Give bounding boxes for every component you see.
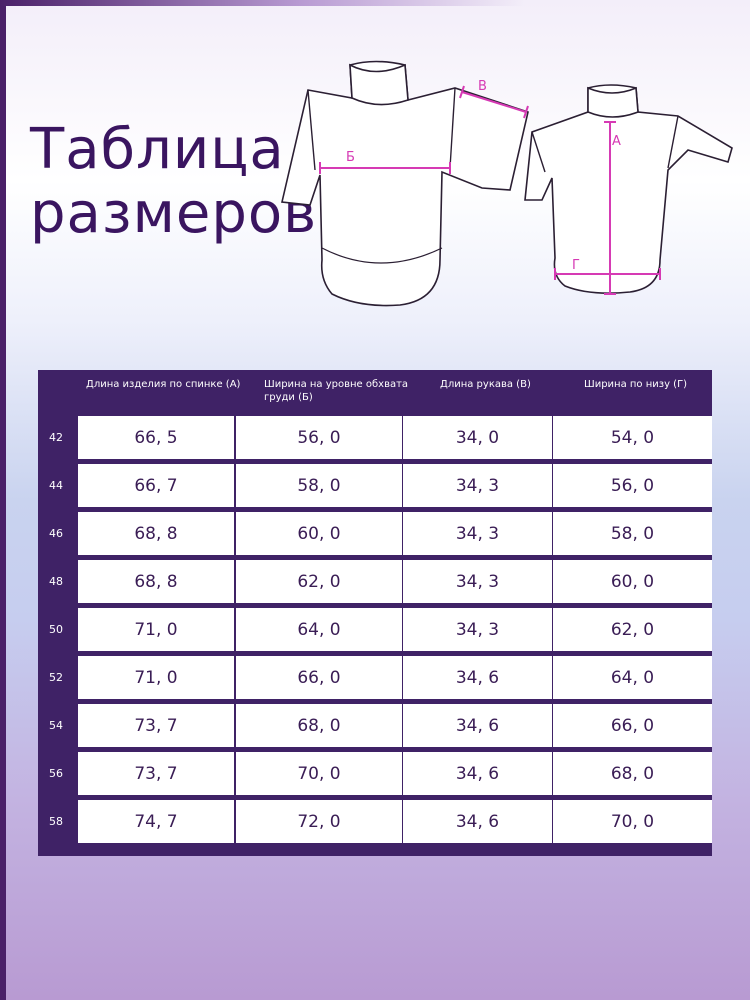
measure-label-g: Г xyxy=(572,258,580,273)
table-cell: 34, 3 xyxy=(403,512,552,555)
table-cell: 62, 0 xyxy=(236,560,402,603)
header-sleeve-length: Длина рукава (В) xyxy=(440,379,531,390)
size-label: 58 xyxy=(49,815,63,828)
table-cell: 68, 8 xyxy=(78,560,234,603)
table-cell: 68, 0 xyxy=(553,752,712,795)
garment-front-drawing xyxy=(282,62,528,306)
table-cell: 34, 3 xyxy=(403,464,552,507)
table-cell: 60, 0 xyxy=(553,560,712,603)
size-label: 42 xyxy=(49,431,63,444)
top-accent-bar xyxy=(0,0,750,6)
table-cell: 56, 0 xyxy=(553,464,712,507)
table-cell: 68, 0 xyxy=(236,704,402,747)
table-cell: 74, 7 xyxy=(78,800,234,843)
table-cell: 73, 7 xyxy=(78,752,234,795)
size-label: 54 xyxy=(49,719,63,732)
table-cell: 58, 0 xyxy=(553,512,712,555)
table-header xyxy=(38,370,712,416)
table-cell: 54, 0 xyxy=(553,416,712,459)
table-cell: 34, 3 xyxy=(403,560,552,603)
table-cell: 70, 0 xyxy=(236,752,402,795)
table-cell: 66, 5 xyxy=(78,416,234,459)
header-back-length: Длина изделия по спинке (А) xyxy=(86,379,241,390)
title-line-1: Таблица xyxy=(30,117,285,182)
table-cell: 34, 6 xyxy=(403,704,552,747)
table-cell: 34, 3 xyxy=(403,608,552,651)
size-label: 52 xyxy=(49,671,63,684)
table-cell: 34, 6 xyxy=(403,656,552,699)
table-cell: 56, 0 xyxy=(236,416,402,459)
table-cell: 58, 0 xyxy=(236,464,402,507)
table-cell: 34, 6 xyxy=(403,752,552,795)
table-cell: 60, 0 xyxy=(236,512,402,555)
left-accent-bar xyxy=(0,0,6,1000)
table-cell: 34, 0 xyxy=(403,416,552,459)
measure-label-v: В xyxy=(478,79,487,94)
size-label: 50 xyxy=(49,623,63,636)
table-cell: 71, 0 xyxy=(78,608,234,651)
table-cell: 66, 7 xyxy=(78,464,234,507)
table-cell: 71, 0 xyxy=(78,656,234,699)
size-label: 56 xyxy=(49,767,63,780)
header-hem-width: Ширина по низу (Г) xyxy=(584,379,688,390)
table-cell: 73, 7 xyxy=(78,704,234,747)
table-cell: 70, 0 xyxy=(553,800,712,843)
size-label: 46 xyxy=(49,527,63,540)
table-cell: 64, 0 xyxy=(553,656,712,699)
table-cell: 72, 0 xyxy=(236,800,402,843)
table-cell: 34, 6 xyxy=(403,800,552,843)
table-cell: 66, 0 xyxy=(553,704,712,747)
table-cell: 66, 0 xyxy=(236,656,402,699)
title-line-2: размеров xyxy=(30,181,318,246)
table-cell: 62, 0 xyxy=(553,608,712,651)
measure-label-b: Б xyxy=(346,150,355,165)
garment-diagram xyxy=(270,50,740,310)
garment-back-drawing xyxy=(525,85,732,293)
measure-label-a: А xyxy=(612,134,621,149)
size-table xyxy=(38,370,712,856)
size-label: 44 xyxy=(49,479,63,492)
table-cell: 64, 0 xyxy=(236,608,402,651)
table-cell: 68, 8 xyxy=(78,512,234,555)
size-label: 48 xyxy=(49,575,63,588)
header-chest-width: Ширина на уровне обхвата груди (Б) xyxy=(264,379,409,403)
